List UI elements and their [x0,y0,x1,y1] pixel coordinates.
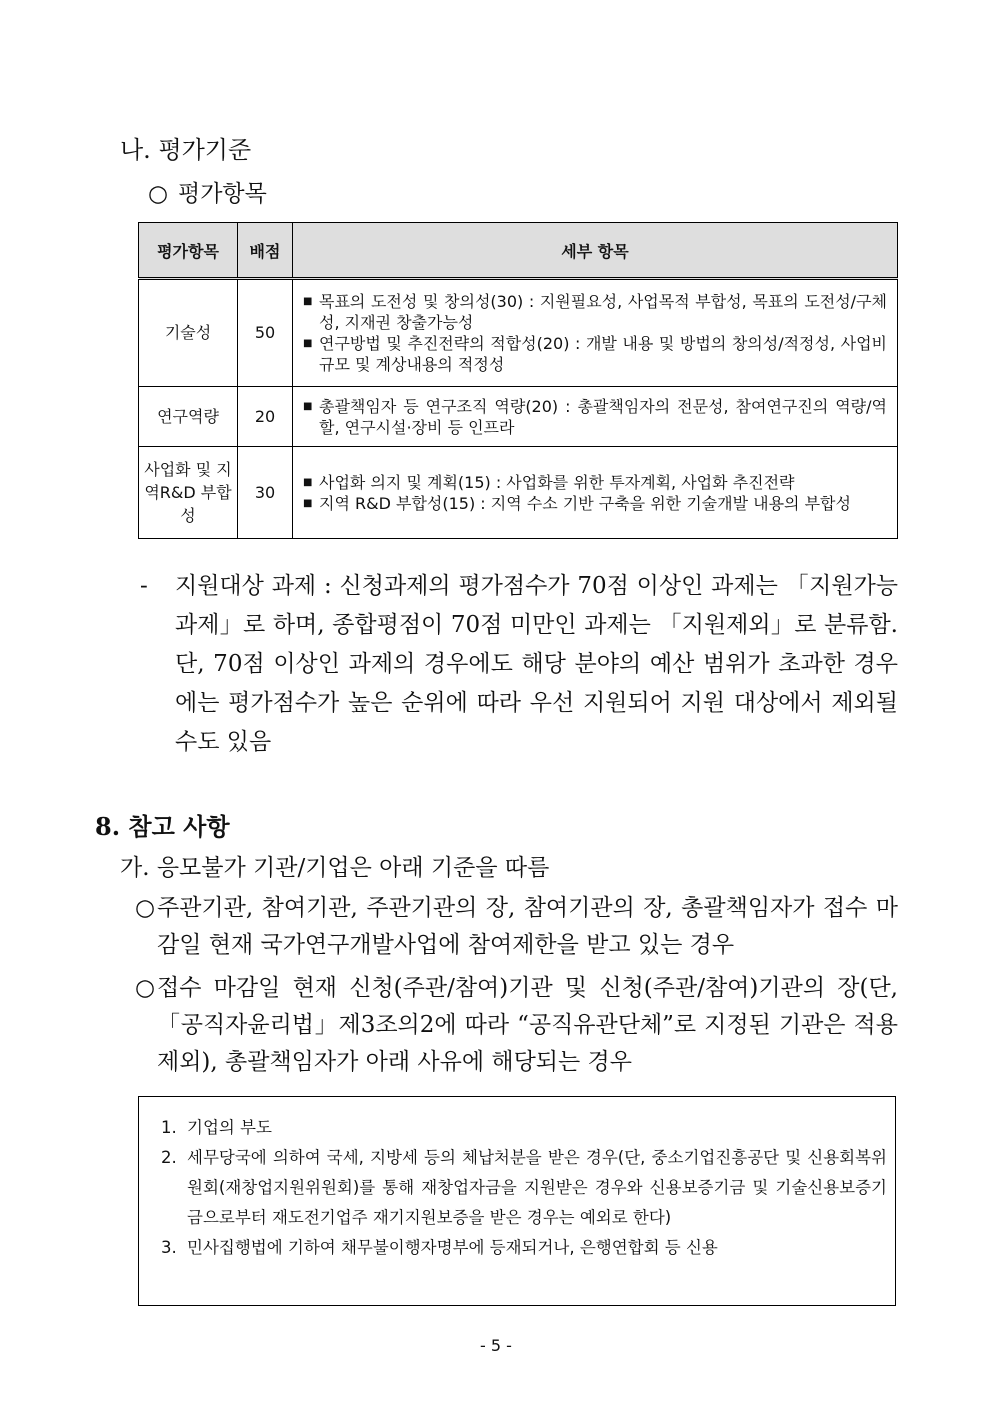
page-number: - 5 - [480,1336,512,1355]
circle-bullet: ○ [135,895,156,921]
cell-score: 20 [238,387,293,447]
evaluation-table [138,222,898,539]
cell-item: 연구역량 [139,387,238,447]
table-row [139,387,898,447]
detail-item: ■ 총괄책임자 등 연구조직 역량(20) : 총괄책임자의 전문성, 참여연구진의 역량/역할, 연구시설·장비 등 인프라 [303,396,887,438]
ineligible-bullet-1 [135,890,898,964]
cell-item: 기술성 [139,279,238,387]
table-header-row [139,223,898,279]
cell-details [293,279,898,387]
list-item [161,1113,887,1143]
cell-details [293,447,898,539]
section-heading-references: 8. 참고 사항 [95,812,230,841]
item-number: 2. [161,1148,177,1167]
list-item [161,1143,887,1233]
support-target-note [140,567,898,762]
support-target-text: 지원대상 과제 : 신청과제의 평가점수가 70점 이상인 과제는 「지원가능과제」로 하며, 종합평점이 70점 미만인 과제는 「지원제외」로 분류함. 단, 70점 이상인 과제의 경우에도 해당 분야의 예산 범위가 초과한 경우에는 평가점수가 높은 순위에 따라 우선 지원되어 지원 대상에서 제외될 수도 있음 [175,573,898,755]
cell-details [293,387,898,447]
subsection-heading-ineligible: 가. 응모불가 기관/기업은 아래 기준을 따름 [120,855,550,881]
list-item [161,1233,887,1263]
bullet-text: 접수 마감일 현재 신청(주관/참여)기관 및 신청(주관/참여)기관의 장(단,「공직자윤리법」제3조의2에 따라 “공직유관단체”로 지정된 기관은 적용 제외), 총괄책임자가 아래 사유에 해당되는 경우 [157,975,898,1075]
circle-bullet: ○ [135,975,156,1001]
detail-item: ■ 목표의 도전성 및 창의성(30) : 지원필요성, 사업목적 부합성, 목표의 도전성/구체성, 지재권 창출가능성 [303,291,887,333]
cell-score: 30 [238,447,293,539]
detail-item: ■ 지역 R&D 부합성(15) : 지역 수소 기반 구축을 위한 기술개발 내용의 부합성 [303,493,887,514]
item-number: 3. [161,1238,177,1257]
subsection-heading-evaluation-items [148,175,267,208]
header-score: 배점 [238,223,293,279]
item-text: 기업의 부도 [187,1118,272,1137]
detail-item: ■ 사업화 의지 및 계획(15) : 사업화를 위한 투자계획, 사업화 추진전략 [303,472,887,493]
circle-bullet: ○ [148,181,169,207]
item-text: 민사집행법에 기하여 채무불이행자명부에 등재되거나, 은행연합회 등 신용 [187,1238,718,1257]
item-number: 1. [161,1118,177,1137]
ineligible-bullet-2 [135,970,898,1081]
table-row [139,279,898,387]
table-row [139,447,898,539]
item-text: 세무당국에 의하여 국세, 지방세 등의 체납처분을 받은 경우(단, 중소기업진흥공단 및 신용회복위원회(재창업지원위원회)를 통해 재창업자금을 지원받은 경우와 신용보증기금 및 기술신용보증기금으로부터 재도전기업주 재기지원보증을 받은 경우는 예외로 한다) [187,1148,887,1227]
cell-item: 사업화 및 지역R&D 부합성 [139,447,238,539]
detail-item: ■ 연구방법 및 추진전략의 적합성(20) : 개발 내용 및 방법의 창의성/적정성, 사업비 규모 및 계상내용의 적정성 [303,333,887,375]
bullet-text: 주관기관, 참여기관, 주관기관의 장, 참여기관의 장, 총괄책임자가 접수 마감일 현재 국가연구개발사업에 참여제한을 받고 있는 경우 [157,895,898,958]
reasons-box [138,1096,896,1306]
header-evaluation-item: 평가항목 [139,223,238,279]
subsection-title: 평가항목 [178,181,267,207]
cell-score: 50 [238,279,293,387]
dash-bullet: - [140,573,148,599]
section-heading-evaluation-criteria: 나. 평가기준 [120,136,252,164]
header-details: 세부 항목 [293,223,898,279]
